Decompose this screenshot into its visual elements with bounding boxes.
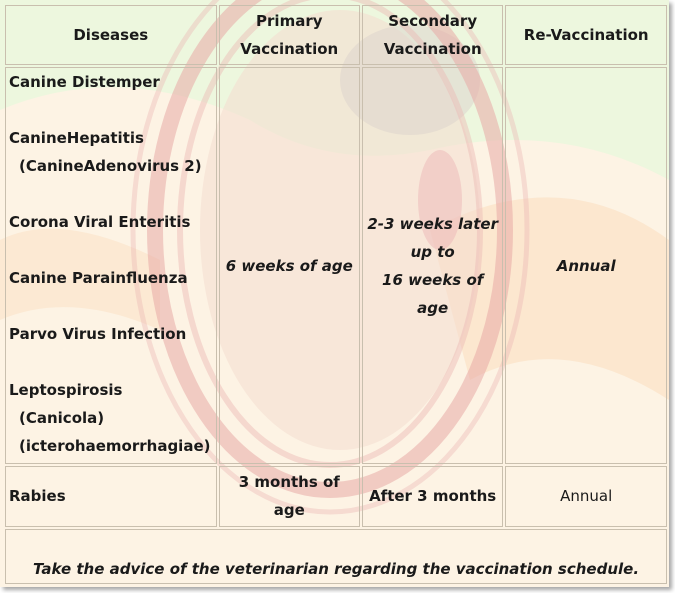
header-secondary-line2: Vaccination <box>383 40 482 59</box>
secondary-vaccination-core <box>362 67 503 464</box>
revaccination-rabies: Annual <box>505 466 667 526</box>
primary-vaccination-core: 6 weeks of age <box>219 67 360 464</box>
secondary-core-line1: 2-3 weeks later <box>367 214 498 233</box>
header-primary-line1: Primary <box>256 12 323 31</box>
primary-rabies-line1: 3 months of <box>238 473 340 492</box>
advice-note: Take the advice of the veterinarian regarding the vaccination schedule. <box>5 529 667 584</box>
revaccination-core: Annual <box>505 67 667 464</box>
disease-item: (CanineAdenovirus 2) <box>19 157 202 176</box>
disease-item: (icterohaemorrhagiae) <box>19 437 211 456</box>
disease-list <box>5 67 217 464</box>
header-secondary-vaccination <box>362 5 503 65</box>
secondary-vaccination-rabies: After 3 months <box>362 466 503 526</box>
secondary-core-line4: age <box>417 298 449 317</box>
advice-row <box>5 529 667 584</box>
secondary-core-line3: 16 weeks of <box>382 270 484 289</box>
header-secondary-line1: Secondary <box>388 12 478 31</box>
disease-item: Canine Distemper <box>9 73 160 92</box>
disease-item: Corona Viral Enteritis <box>9 213 191 232</box>
header-primary-line2: Vaccination <box>240 40 339 59</box>
primary-rabies-line2: age <box>273 501 305 520</box>
header-row <box>5 5 667 65</box>
disease-item: Canine Parainfluenza <box>9 269 188 288</box>
header-diseases: Diseases <box>5 5 217 65</box>
rabies-row <box>5 466 667 526</box>
disease-item: CanineHepatitis <box>9 129 144 148</box>
header-revaccination: Re-Vaccination <box>505 5 667 65</box>
disease-item: Parvo Virus Infection <box>9 325 187 344</box>
secondary-core-line2: up to <box>410 242 455 261</box>
primary-vaccination-rabies <box>219 466 360 526</box>
disease-item: Leptospirosis <box>9 381 123 400</box>
vaccination-table <box>3 3 669 586</box>
header-primary-vaccination <box>219 5 360 65</box>
disease-rabies: Rabies <box>5 466 217 526</box>
core-vaccines-row <box>5 67 667 464</box>
disease-item: (Canicola) <box>19 409 105 428</box>
